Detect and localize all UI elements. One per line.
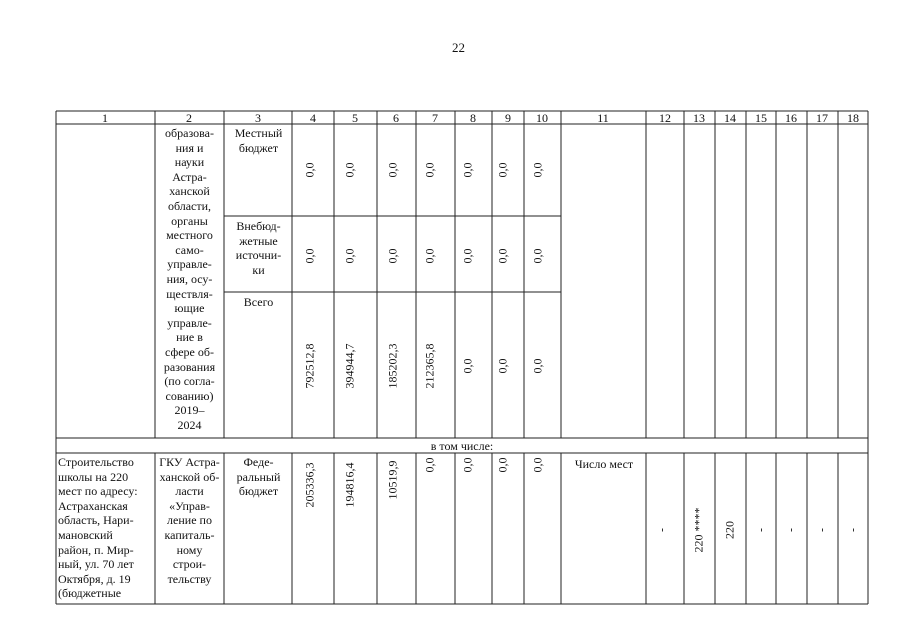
total-value-col8: 0,0 bbox=[460, 358, 475, 374]
federal-value-col4: 205336,3 bbox=[302, 462, 317, 508]
object-description-cell bbox=[58, 455, 155, 601]
source-line: ральный bbox=[236, 469, 281, 484]
extra-value-col9: 0,0 bbox=[495, 248, 510, 264]
executor-line: сфере об- bbox=[164, 344, 214, 359]
col17-value: - bbox=[814, 528, 829, 532]
header-col-18: 18 bbox=[847, 111, 859, 125]
local-value-col9: 0,0 bbox=[495, 162, 510, 178]
col15-value: - bbox=[753, 528, 768, 532]
executor-line: образова- bbox=[165, 126, 214, 140]
header-col-3: 3 bbox=[255, 111, 261, 125]
total-value-col9: 0,0 bbox=[495, 358, 510, 374]
header-col-11: 11 bbox=[597, 111, 609, 125]
executor-line: ществля- bbox=[166, 286, 213, 301]
col16-value: - bbox=[783, 528, 798, 532]
executor-line: тельству bbox=[167, 571, 212, 586]
federal-value-col9: 0,0 bbox=[495, 457, 510, 473]
executor-line: само- bbox=[175, 242, 204, 257]
object-line: область, Нари- bbox=[58, 513, 134, 528]
source-line: источни- bbox=[235, 248, 282, 263]
source-line: бюджет bbox=[238, 484, 279, 499]
executor-line: ния, осу- bbox=[166, 271, 213, 286]
total-value-col7: 212365,8 bbox=[422, 343, 437, 389]
source-line: Внебюд- bbox=[236, 219, 281, 233]
federal-value-col10: 0,0 bbox=[530, 457, 545, 473]
col18-value: - bbox=[845, 528, 860, 532]
header-col-15: 15 bbox=[755, 111, 767, 125]
object-line: Астраханская bbox=[58, 498, 128, 513]
executor-line: управле- bbox=[167, 315, 212, 330]
object-line: школы на 220 bbox=[58, 469, 129, 484]
object-line: мановский bbox=[58, 527, 113, 542]
executor-line: 2024 bbox=[177, 417, 202, 432]
header-col-14: 14 bbox=[724, 111, 736, 125]
header-col-9: 9 bbox=[505, 111, 511, 125]
header-col-4: 4 bbox=[310, 111, 316, 125]
source-line: Местный bbox=[234, 126, 283, 140]
executor-line: управле- bbox=[167, 257, 212, 272]
executor-line: ния и bbox=[175, 140, 204, 155]
executor-line: сованию) bbox=[165, 388, 214, 403]
extra-value-col6: 0,0 bbox=[385, 248, 400, 264]
extra-value-col10: 0,0 bbox=[530, 248, 545, 264]
executor-line: науки bbox=[174, 155, 205, 170]
object-line: Октября, д. 19 bbox=[58, 571, 131, 586]
federal-value-col5: 194816,4 bbox=[342, 462, 357, 508]
header-col-17: 17 bbox=[816, 111, 828, 125]
executor-line: ному bbox=[176, 542, 203, 557]
executor-line: ласти bbox=[175, 484, 204, 499]
col12-value: - bbox=[654, 528, 669, 532]
federal-value-col7: 0,0 bbox=[422, 457, 437, 473]
executor-line: ющие bbox=[174, 301, 205, 316]
header-col-12: 12 bbox=[659, 111, 671, 125]
extra-value-col7: 0,0 bbox=[422, 248, 437, 264]
page-number: 22 bbox=[452, 40, 465, 55]
indicator-cell: Число мест bbox=[574, 457, 634, 471]
federal-value-col6: 10519,9 bbox=[385, 460, 400, 500]
executor-line: ление по bbox=[167, 513, 212, 528]
executor-cell-block2 bbox=[156, 455, 223, 586]
source-line: жетные bbox=[239, 233, 278, 248]
object-line: мест по адресу: bbox=[58, 484, 138, 499]
executor-line: капиталь- bbox=[164, 527, 215, 542]
executor-line: ГКУ Астра- bbox=[159, 455, 220, 469]
header-col-7: 7 bbox=[432, 111, 438, 125]
local-value-col7: 0,0 bbox=[422, 162, 437, 178]
executor-line: ханской об- bbox=[159, 469, 220, 484]
executor-line: ханской bbox=[169, 184, 210, 199]
source-line: бюджет bbox=[238, 140, 279, 155]
executor-line: ние в bbox=[176, 330, 203, 345]
local-value-col4: 0,0 bbox=[302, 162, 317, 178]
source-total-cell: Всего bbox=[243, 295, 274, 309]
header-col-8: 8 bbox=[470, 111, 476, 125]
source-extra-cell bbox=[225, 219, 292, 277]
executor-line: разования bbox=[163, 359, 216, 374]
executor-line: 2019– bbox=[174, 403, 205, 418]
header-col-2: 2 bbox=[186, 111, 192, 125]
federal-value-col8: 0,0 bbox=[460, 457, 475, 473]
executor-line: (по согла- bbox=[164, 374, 215, 389]
source-line: ки bbox=[252, 262, 265, 277]
object-line: район, п. Мир- bbox=[58, 542, 134, 557]
source-local-cell bbox=[225, 126, 292, 155]
in-that-number-row: в том числе: bbox=[430, 439, 494, 453]
header-col-6: 6 bbox=[393, 111, 399, 125]
total-value-col6: 185202,3 bbox=[385, 343, 400, 389]
executor-line: «Управ- bbox=[169, 498, 210, 513]
object-line: (бюджетные bbox=[58, 586, 122, 601]
object-line: Строительство bbox=[58, 455, 134, 469]
executor-line: местного bbox=[166, 228, 213, 243]
total-value-col10: 0,0 bbox=[530, 358, 545, 374]
executor-line: Астра- bbox=[172, 169, 207, 184]
header-col-10: 10 bbox=[536, 111, 548, 125]
source-federal-cell bbox=[225, 455, 292, 499]
source-line: Феде- bbox=[243, 455, 274, 469]
header-col-5: 5 bbox=[352, 111, 358, 125]
object-line: ный, ул. 70 лет bbox=[58, 557, 134, 572]
local-value-col6: 0,0 bbox=[385, 162, 400, 178]
col14-value: 220 bbox=[722, 521, 737, 539]
extra-value-col8: 0,0 bbox=[460, 248, 475, 264]
executor-line: области, bbox=[167, 198, 212, 213]
header-col-16: 16 bbox=[785, 111, 797, 125]
executor-line: органы bbox=[171, 213, 208, 228]
local-value-col10: 0,0 bbox=[530, 162, 545, 178]
executor-line: строи- bbox=[172, 557, 207, 572]
header-col-13: 13 bbox=[693, 111, 705, 125]
executor-cell-block1 bbox=[156, 126, 223, 432]
total-value-col5: 394944,7 bbox=[342, 343, 357, 389]
local-value-col5: 0,0 bbox=[342, 162, 357, 178]
local-value-col8: 0,0 bbox=[460, 162, 475, 178]
col13-value: 220 **** bbox=[691, 507, 706, 553]
header-col-1: 1 bbox=[102, 111, 108, 125]
extra-value-col4: 0,0 bbox=[302, 248, 317, 264]
total-value-col4: 792512,8 bbox=[302, 343, 317, 389]
extra-value-col5: 0,0 bbox=[342, 248, 357, 264]
